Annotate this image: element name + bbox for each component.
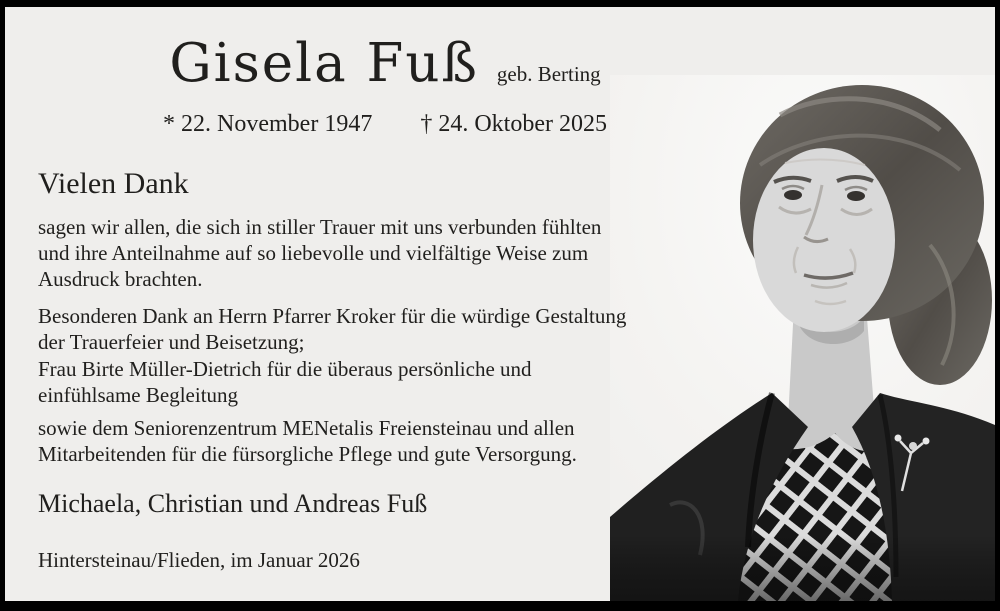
text-line: der Trauerfeier und Beisetzung;: [38, 330, 305, 354]
place-date-line: Hintersteinau/Flieden, im Januar 2026: [38, 548, 360, 572]
deceased-name: Gisela Fuß: [169, 33, 479, 94]
family-signature: Michaela, Christian und Andreas Fuß: [38, 489, 428, 518]
text-line: sagen wir allen, die sich in stiller Trauer mit uns verbunden fühlten: [38, 215, 602, 239]
text-line: und ihre Anteilnahme auf so liebevolle und vielfältige Weise zum: [38, 241, 589, 265]
text-line: Mitarbeitenden für die fürsorgliche Pflege und gute Versorgung.: [38, 442, 577, 466]
thanks-paragraph-1: [38, 214, 601, 292]
portrait-photo-graphic: [610, 75, 995, 601]
text-line: Ausdruck brachten.: [38, 267, 203, 291]
thanks-heading: Vielen Dank: [38, 167, 189, 200]
thanks-paragraph-3: [38, 356, 532, 408]
text-line: Besonderen Dank an Herrn Pfarrer Kroker für die würdige Gestaltung: [38, 304, 627, 328]
thanks-paragraph-2: [38, 303, 626, 355]
nee-name: geb. Berting: [496, 62, 601, 86]
header: [5, 33, 765, 94]
death-date: † 24. Oktober 2025: [420, 111, 607, 137]
text-line: einfühlsame Begleitung: [38, 383, 239, 407]
thanks-paragraph-4: [38, 415, 577, 467]
text-line: Frau Birte Müller-Dietrich für die überaus persönliche und: [38, 357, 532, 381]
portrait-photo: [610, 75, 995, 601]
text-line: sowie dem Seniorenzentrum MENetalis Freiensteinau und allen: [38, 416, 575, 440]
birth-date: * 22. November 1947: [163, 111, 373, 137]
life-dates: [5, 111, 765, 138]
